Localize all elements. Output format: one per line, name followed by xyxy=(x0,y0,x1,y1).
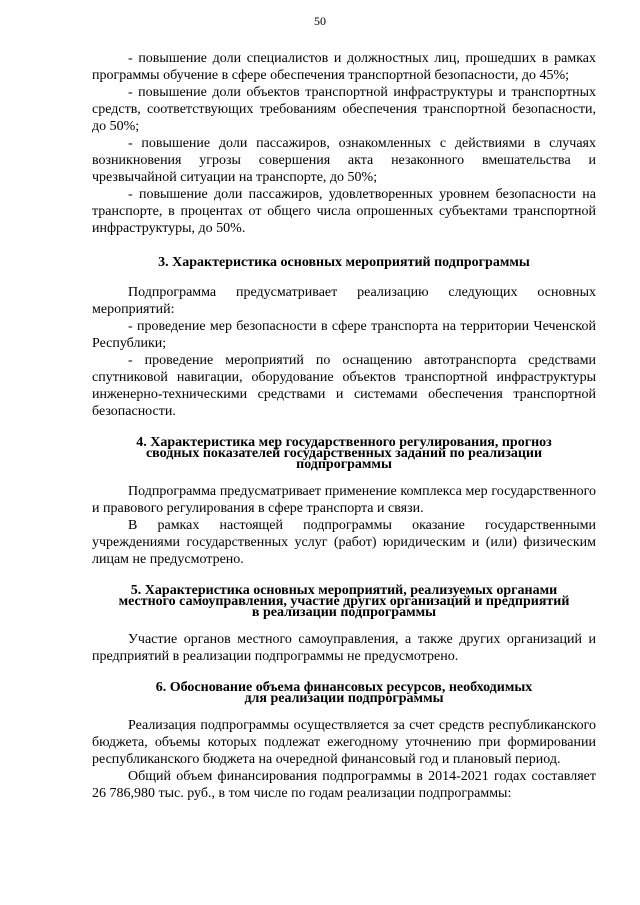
section-4-paragraph: Подпрограмма предусматривает применение комплекса мер государственного и правового регулирования в сфере транспорта и связи. xyxy=(92,484,596,516)
section-5-heading-line: местного самоуправления, участие других организаций и предприятий xyxy=(118,594,570,609)
page-number: 50 xyxy=(314,14,326,28)
goal-item: - повышение доли специалистов и должностных лиц, прошедших в рамках программы обучение в сфере обеспечения транспортной безопасности, до 45%; xyxy=(92,51,596,83)
section-5-heading-line: 5. Характеристика основных мероприятий, реализуемых органами xyxy=(130,583,558,598)
goal-item: - повышение доли объектов транспортной инфраструктуры и транспортных средств, соответствующих требованиям обеспечения транспортной безопасности, до 50%; xyxy=(92,85,596,134)
section-4-heading xyxy=(92,437,596,470)
section-5-paragraph: Участие органов местного самоуправления, а также других организаций и предприятий в реализации подпрограммы не предусмотрено. xyxy=(92,632,596,664)
section-3-list-item: - проведение мер безопасности в сфере транспорта на территории Чеченской Республики; xyxy=(92,319,596,351)
section-3-heading: 3. Характеристика основных мероприятий подпрограммы xyxy=(158,255,530,270)
section-4-heading-line: подпрограммы xyxy=(296,457,392,472)
section-4-heading-line: сводных показателей государственных заданий по реализации xyxy=(145,446,543,461)
goal-item: - повышение доли пассажиров, ознакомленных с действиями в случаях возникновения угрозы совершения акта незаконного вмешательства и чрезвычайной ситуации на транспорте, до 50%; xyxy=(92,136,596,185)
section-6-paragraph: Общий объем финансирования подпрограммы в 2014-2021 годах составляет 26 786,980 тыс. руб., в том числе по годам реализации подпрограммы: xyxy=(92,769,596,801)
section-6-paragraph: Реализация подпрограммы осуществляется за счет средств республиканского бюджета, объемы которых подлежат ежегодному уточнению при формировании республиканского бюджета на очередной финансовый год и плановый период. xyxy=(92,718,596,767)
section-3-paragraph: Подпрограмма предусматривает реализацию следующих основных мероприятий: xyxy=(92,285,596,317)
section-6-heading-line: 6. Обоснование объема финансовых ресурсов, необходимых xyxy=(155,680,533,695)
section-4-paragraph: В рамках настоящей подпрограммы оказание государственными учреждениями государственных услуг (работ) юридическим и (или) физическим лицам не предусмотрено. xyxy=(92,518,596,567)
section-3-list-item: - проведение мероприятий по оснащению автотранспорта средствами спутниковой навигации, оборудование объектов транспортной инфраструктуры инженерно-техническими средствами и системами обеспечения транспортной безопасности. xyxy=(92,353,596,419)
section-4-heading-line: 4. Характеристика мер государственного регулирования, прогноз xyxy=(136,435,552,450)
document-body xyxy=(92,50,596,802)
section-5-heading-line: в реализации подпрограммы xyxy=(251,605,437,620)
goal-item: - повышение доли пассажиров, удовлетворенных уровнем безопасности на транспорте, в процентах от общего числа опрошенных субъектами транспортной инфраструктуры, до 50%. xyxy=(92,187,596,236)
section-6-heading-line: для реализации подпрограммы xyxy=(244,691,444,706)
section-5-heading xyxy=(92,585,596,618)
section-6-heading xyxy=(92,682,596,704)
